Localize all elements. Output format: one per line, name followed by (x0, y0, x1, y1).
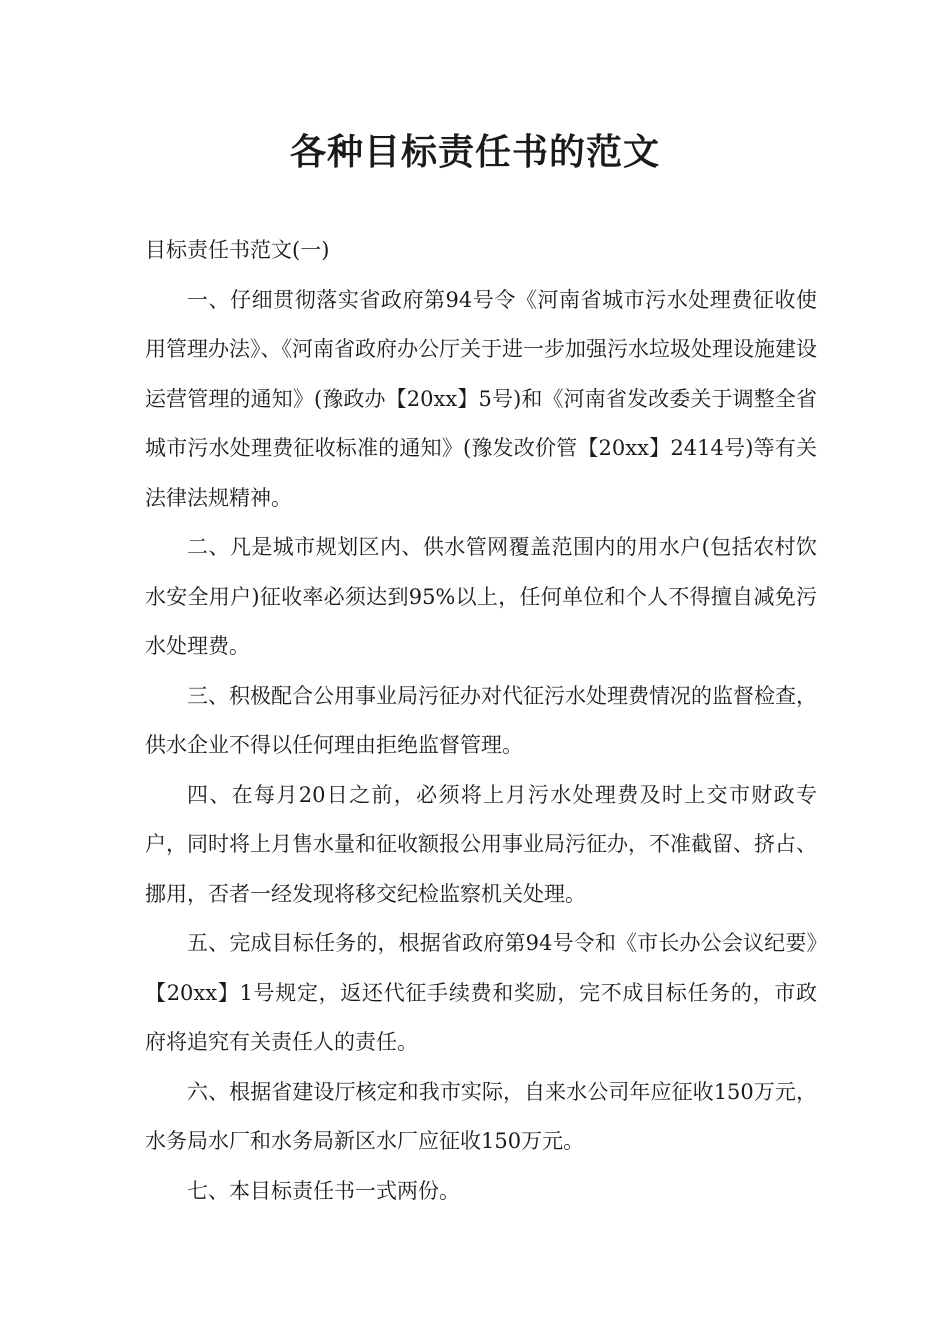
paragraph-6: 六、根据省建设厅核定和我市实际，自来水公司年应征收150万元，水务局水厂和水务局新区水厂应征收150万元。 (145, 1079, 817, 1153)
section-heading: 目标责任书范文(一) (145, 238, 330, 262)
paragraph-7: 七、本目标责任书一式两份。 (187, 1178, 460, 1203)
document-body (145, 226, 817, 1216)
paragraph-3: 三、积极配合公用事业局污征办对代征污水处理费情况的监督检查，供水企业不得以任何理由拒绝监督管理。 (145, 683, 817, 757)
document-title: 各种目标责任书的范文 (289, 132, 660, 173)
paragraph-5: 五、完成目标任务的，根据省政府第94号令和《市长办公会议纪要》【20xx】1号规定，返还代征手续费和奖励，完不成目标任务的，市政府将追究有关责任人的责任。 (145, 931, 817, 1054)
paragraph-4: 四、在每月20日之前，必须将上月污水处理费及时上交市财政专户，同时将上月售水量和征收额报公用事业局污征办，不准截留、挤占、挪用，否者一经发现将移交纪检监察机关处理。 (145, 782, 817, 906)
paragraph-2: 二、凡是城市规划区内、供水管网覆盖范围内的用水户(包括农村饮水安全用户)征收率必须达到95%以上，任何单位和个人不得擅自减免污水处理费。 (145, 535, 817, 658)
paragraph-1: 一、仔细贯彻落实省政府第94号令《河南省城市污水处理费征收使用管理办法》、《河南省政府办公厅关于进一步加强污水垃圾处理设施建设运营管理的通知》(豫政办【20xx】5号)和《河南省发改委关于调整全省城市污水处理费征收标准的通知》(豫发改价管【20xx】2414号)等有关法律法规精神。 (145, 287, 817, 510)
